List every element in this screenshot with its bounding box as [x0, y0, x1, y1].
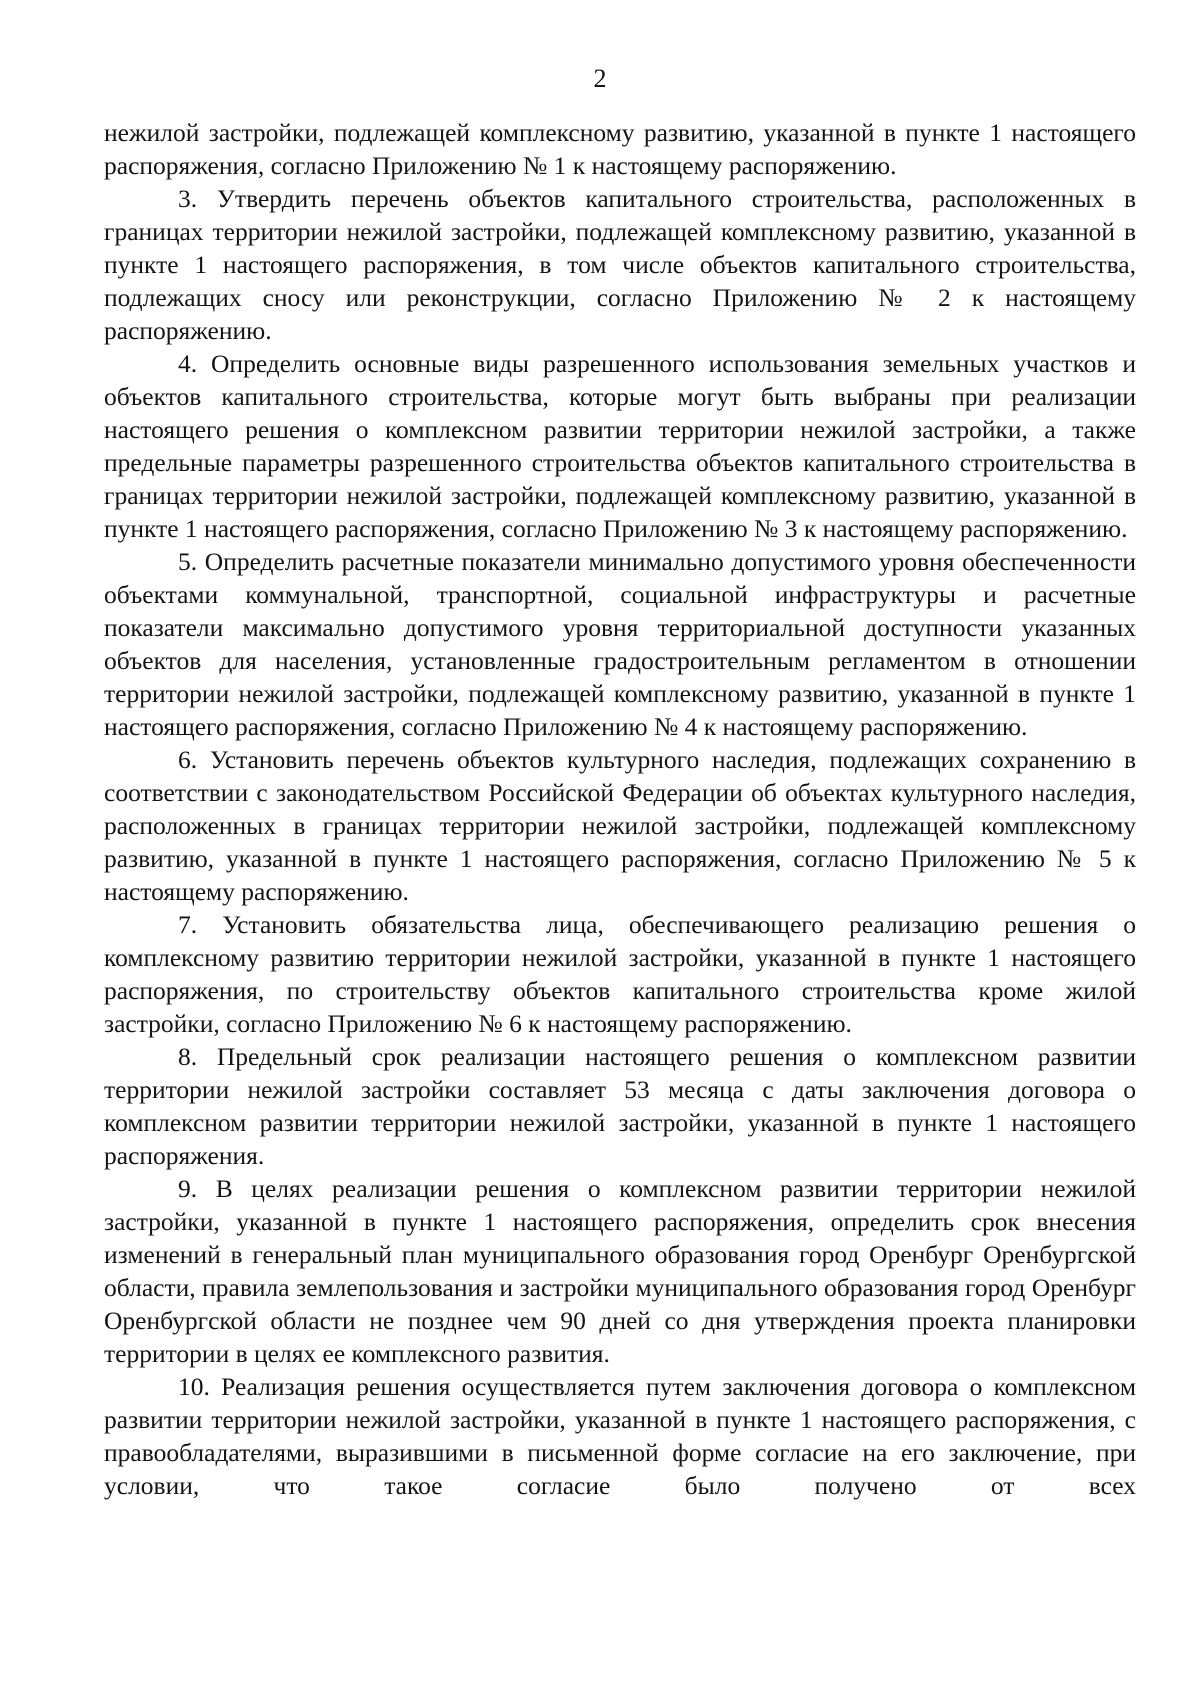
paragraph-9: 9. В целях реализации решения о комплексном развитии территории нежилой застройки, указанной в пункте 1 настоящего распоряжения, определить срок внесения изменений в генеральный план муниципального образования город Оренбург Оренбургской области, правила землепользования и застройки муниципального образования город Оренбург Оренбургской области не позднее чем 90 дней со дня утверждения проекта планировки территории в целях ее комплексного развития. — [104, 1174, 1136, 1368]
paragraph-continuation: нежилой застройки, подлежащей комплексному развитию, указанной в пункте 1 настоящего распоряжения, согласно Приложению № 1 к настоящему распоряжению. — [104, 118, 1136, 180]
paragraph-8: 8. Предельный срок реализации настоящего решения о комплексном развитии территории нежилой застройки составляет 53 месяца с даты заключения договора о комплексном развитии территории нежилой застройки, указанной в пункте 1 настоящего распоряжения. — [104, 1042, 1136, 1170]
page-number: 2 — [593, 64, 607, 93]
document-body — [104, 116, 1136, 1502]
paragraph-4: 4. Определить основные виды разрешенного использования земельных участков и объектов капитального строительства, которые могут быть выбраны при реализации настоящего решения о комплексном развитии территории нежилой застройки, а также предельные параметры разрешенного строительства объектов капитального строительства в границах территории нежилой застройки, подлежащей комплексному развитию, указанной в пункте 1 настоящего распоряжения, согласно Приложению № 3 к настоящему распоряжению. — [104, 349, 1136, 543]
paragraph-5: 5. Определить расчетные показатели минимально допустимого уровня обеспеченности объектами коммунальной, транспортной, социальной инфраструктуры и расчетные показатели максимально допустимого уровня территориальной доступности указанных объектов для населения, установленные градостроительным регламентом в отношении территории нежилой застройки, подлежащей комплексному развитию, указанной в пункте 1 настоящего распоряжения, согласно Приложению № 4 к настоящему распоряжению. — [104, 547, 1136, 741]
paragraph-10: 10. Реализация решения осуществляется путем заключения договора о комплексном развитии территории нежилой застройки, указанной в пункте 1 настоящего распоряжения, с правообладателями, выразившими в письменной форме согласие на его заключение, при условии, что такое согласие было получено от всех — [104, 1372, 1136, 1500]
paragraph-7: 7. Установить обязательства лица, обеспечивающего реализацию решения о комплексному развитию территории нежилой застройки, указанной в пункте 1 настоящего распоряжения, по строительству объектов капитального строительства кроме жилой застройки, согласно Приложению № 6 к настоящему распоряжению. — [104, 910, 1136, 1038]
paragraph-6: 6. Установить перечень объектов культурного наследия, подлежащих сохранению в соответствии с законодательством Российской Федерации об объектах культурного наследия, расположенных в границах территории нежилой застройки, подлежащей комплексному развитию, указанной в пункте 1 настоящего распоряжения, согласно Приложению № 5 к настоящему распоряжению. — [104, 745, 1136, 906]
paragraph-3: 3. Утвердить перечень объектов капитального строительства, расположенных в границах территории нежилой застройки, подлежащей комплексному развитию, указанной в пункте 1 настоящего распоряжения, в том числе объектов капитального строительства, подлежащих сносу или реконструкции, согласно Приложению № 2 к настоящему распоряжению. — [104, 184, 1136, 345]
